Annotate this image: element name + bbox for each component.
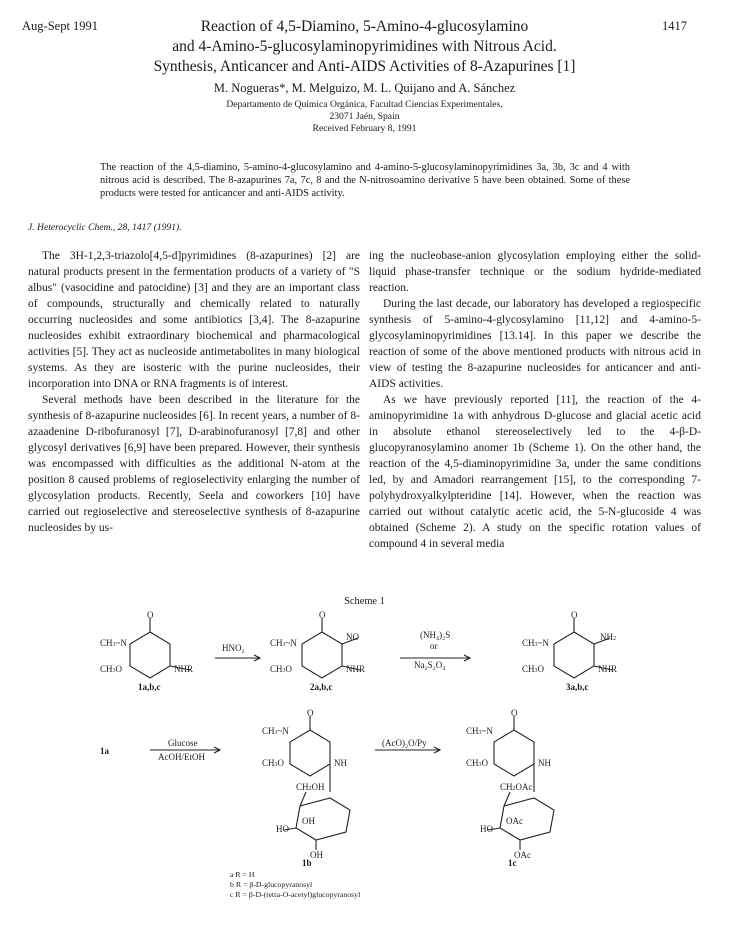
pyrimidine-ring <box>290 730 330 776</box>
svg-text:CH3~N: CH3~N <box>262 726 289 736</box>
svg-text:CH3O: CH3O <box>100 664 123 674</box>
svg-text:O: O <box>147 610 154 620</box>
paragraph: During the last decade, our laboratory has developed a regiospecific synthesis of 5-amino-4-glycosylamino [11,12] and 4-amino-5-glycosylaminopyrimidines [13.14]. In this paper we describe the reaction of some of the above mentioned products with nitrous acid in view of testing the 8-azapurine nucleosides for anticancer and anti-AIDS activities. <box>369 298 701 390</box>
svg-text:O: O <box>511 708 518 718</box>
compound-label: 2a,b,c <box>310 682 333 692</box>
affiliation-line-2: 23071 Jaén, Spain <box>329 111 400 122</box>
svg-text:CH3~N: CH3~N <box>466 726 493 736</box>
citation: J. Heterocyclic Chem., 28, 1417 (1991). <box>28 222 182 233</box>
svg-text:NHR: NHR <box>346 664 366 674</box>
reagent: or <box>430 641 438 651</box>
svg-text:OAc: OAc <box>506 816 523 826</box>
svg-text:OH: OH <box>310 850 323 860</box>
svg-text:CH3~N: CH3~N <box>522 638 549 648</box>
title-line-1: Reaction of 4,5-Diamino, 5-Amino-4-glucosylamino <box>200 18 529 35</box>
svg-text:CH2OH: CH2OH <box>296 782 325 792</box>
legend-item: b R = β-D-glucopyranosyl <box>230 880 313 889</box>
scheme-title: Scheme 1 <box>344 596 385 607</box>
compound-label: 3a,b,c <box>566 682 589 692</box>
received-date: Received February 8, 1991 <box>312 123 417 134</box>
affiliation-line-1: Departamento de Química Orgánica, Facultad Ciencias Experimentales, <box>226 99 503 110</box>
paragraph: Several methods have been described in the literature for the synthesis of 8-azapurine nucleosides [6]. In recent years, a number of 8-azaadenine D-ribofuranosyl [7], D-arabinofuranosyl [7,8] and other glycosyl derivatives [6,9] have been prepared. However, their synthesis was encompassed with difficulties as the additional N-atom at the position 8 caused problems of regioselectivity enlarging the number of glycosylation products. Recently, Seela and coworkers [10] have carried out regioselective and stereoselective synthesis of 8-azapurine nucleosides by us- <box>28 394 360 534</box>
legend-item: c R = β-D-(tetra-O-acetyl)glucopyranosyl <box>230 890 361 899</box>
title-line-3: Synthesis, Anticancer and Anti-AIDS Activities of 8-Azapurines [1] <box>153 58 576 75</box>
svg-text:HO: HO <box>276 824 289 834</box>
pyrimidine-ring <box>302 632 342 678</box>
svg-text:CH3O: CH3O <box>262 758 285 768</box>
scheme-legend <box>230 870 360 900</box>
svg-text:CH3O: CH3O <box>522 664 545 674</box>
reagent: AcOH/EtOH <box>158 752 205 762</box>
svg-text:HO: HO <box>480 824 493 834</box>
svg-text:O: O <box>319 610 326 620</box>
legend-item: a R = H <box>230 870 255 879</box>
svg-text:NO: NO <box>346 632 359 642</box>
compound-label: 1b <box>302 858 312 868</box>
reagent: HNO₂ <box>222 643 245 653</box>
svg-text:O: O <box>307 708 314 718</box>
svg-text:NHR: NHR <box>598 664 618 674</box>
svg-text:O: O <box>571 610 578 620</box>
reagent: Na₂S₂O₄ <box>414 660 446 670</box>
journal-date: Aug-Sept 1991 <box>22 19 99 33</box>
svg-text:NH2: NH2 <box>600 632 616 642</box>
left-column <box>28 248 360 536</box>
compound-label: 1a,b,c <box>138 682 161 692</box>
svg-text:NH: NH <box>538 758 551 768</box>
paragraph: The 3H-1,2,3-triazolo[4,5-d]pyrimidines (8-azapurines) [2] are natural products present in the fermentation products of a variety of "S albus" (vasocidine and patocidine) [3] and they are an important class of compounds, structurally and chemically related to naturally occurring nucleosides and some antibiotics [3,4]. The 8-azapurine nucleosides exhibit extraordinary biochemical and pharmacological activities [5]. They act as nucleoside antimetabolites in many biological systems. As they are isosteric with the purine nucleosides, their incorporation into DNA or RNA fragments is of interest. <box>28 250 360 390</box>
svg-text:OH: OH <box>302 816 315 826</box>
svg-text:OAc: OAc <box>514 850 531 860</box>
svg-text:NHR: NHR <box>174 664 194 674</box>
pyrimidine-ring <box>554 632 594 678</box>
svg-text:CH3O: CH3O <box>270 664 293 674</box>
compound-label: 1a <box>100 746 109 756</box>
svg-text:CH3~N: CH3~N <box>270 638 297 648</box>
paragraph: As we have previously reported [11], the reaction of the 4-aminopyrimidine 1a with anhydrous D-glucose and glacial acetic acid in absolute ethanol stereoselectively led to the 4-β-D-glucopyranosylamino anomer 1b (Scheme 1). On the other hand, the reaction of the 4,5-diaminopyrimidine 3a, under the same conditions led, by and Amadori rearrangement [15], to the corresponding 7-polyhydroxyalkylpteridine [14]. However, when the reaction was carried out without catalytic acetic acid, the 5-N-glucoside 4 was obtained (Scheme 2). A study on the specific rotation values of compound 4 in several media <box>369 394 701 550</box>
svg-text:CH3O: CH3O <box>466 758 489 768</box>
abstract: The reaction of the 4,5-diamino, 5-amino-4-glucosylamino and 4-amino-5-glucosylaminopyrimidines 3a, 3b, 3c and 4 with nitrous acid is described. The 8-azapurines 7a, 7c, 8 and the N-nitrosoamino derivative 5 have been obtained. Some of these products were tested for anticancer and anti-AIDS activity. <box>100 162 630 199</box>
paragraph: ing the nucleobase-anion glycosylation employing either the solid-liquid phase-transfer technique or the sodium hydride-mediated reaction. <box>369 250 701 294</box>
reagent: (NH₄)₂S <box>420 630 451 640</box>
svg-text:CH3~N: CH3~N <box>100 638 127 648</box>
scheme-1-diagram <box>0 610 729 870</box>
svg-text:CH2OAc: CH2OAc <box>500 782 533 792</box>
pyrimidine-ring <box>494 730 534 776</box>
compound-label: 1c <box>508 858 517 868</box>
reagent: Glucose <box>168 738 198 748</box>
right-column <box>369 248 701 552</box>
title-line-2: and 4-Amino-5-glucosylaminopyrimidines with Nitrous Acid. <box>172 38 557 55</box>
pyrimidine-ring <box>130 632 170 678</box>
svg-text:NH: NH <box>334 758 347 768</box>
authors: M. Nogueras*, M. Melguizo, M. L. Quijano and A. Sánchez <box>213 81 516 95</box>
reagent: (AcO)₂O/Py <box>382 738 427 748</box>
page-number: 1417 <box>662 19 687 33</box>
